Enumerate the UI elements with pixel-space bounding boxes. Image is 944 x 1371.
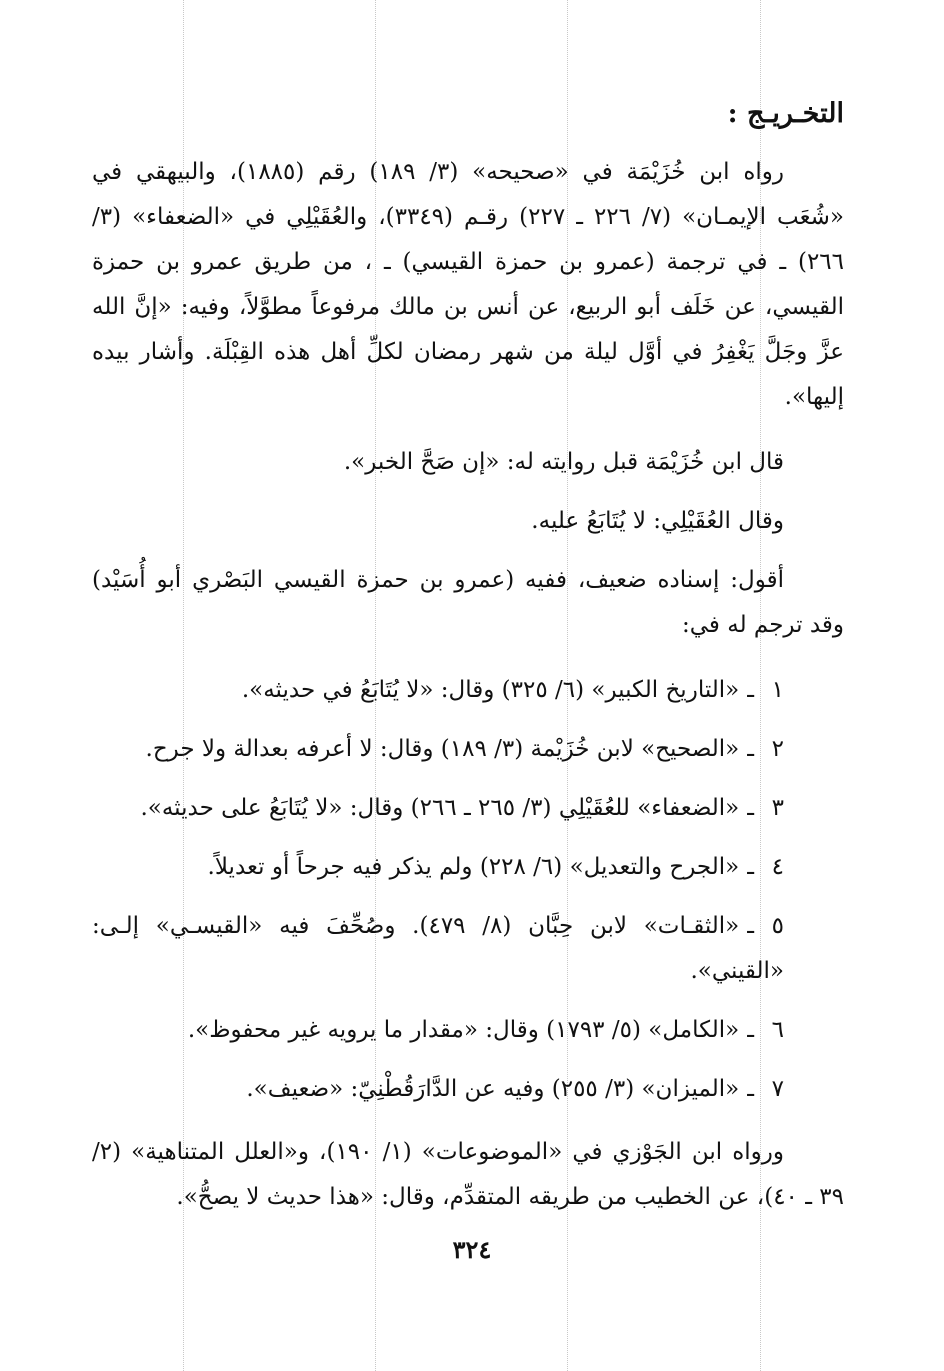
references-list [92,668,844,1112]
list-item-number: ٣ [771,795,784,821]
list-item-dash: ـ [747,1076,754,1102]
list-item-text: «الصحيح» لابن خُزَيْمة (٣/ ١٨٩) وقال: لا أعرفه بعدالة ولا جرح. [145,736,740,762]
list-item-dash: ـ [747,795,754,821]
list-item [92,1008,844,1053]
list-item-dash: ـ [747,913,754,939]
list-item-number: ٥ [771,913,784,939]
section-heading: التخـريـج : [727,98,844,129]
list-item-number: ٢ [771,736,784,762]
paragraph-isnad-assessment: أقول: إسناده ضعيف، ففيه (عمرو بن حمزة القيسي البَصْري أبو أُسَيْد) وقد ترجم له في: [92,567,844,638]
list-item-text: «الضعفاء» للعُقَيْلِي (٣/ ٢٦٥ ـ ٢٦٦) وقال: «لا يُتَابَعُ على حديثه». [140,795,740,821]
paragraph-ibn-khuzayma-note: قال ابن خُزَيْمَة قبل روايته له: «إن صَحَّ الخبر». [343,449,784,475]
list-item [92,845,844,890]
list-item-dash: ـ [747,1017,754,1043]
list-item-number: ٦ [771,1017,784,1043]
list-item-dash: ـ [747,736,754,762]
list-item [92,904,844,994]
paragraph-sources: رواه ابن خُزَيْمَة في «صحيحه» (٣/ ١٨٩) رقم (١٨٨٥)، والبيهقي في «شُعَب الإيمـان» (٧/ ٢٢٦ ـ ٢٢٧) رقـم (٣٣٤٩)، والعُقَيْلِي في «الضعفاء» (٣/ ٢٦٦) ـ في ترجمة (عمرو بن حمزة القيسي) ـ ، من طريق عمرو بن حمزة القيسي، عن خَلَف أبو الربيع، عن أنس بن مالك مرفوعاً مطوَّلاً، وفيه: «إنَّ الله عزَّ وجَلَّ يَغْفِرُ في أوَّل ليلة من شهر رمضان لكلِّ أهل هذه القِبْلَة. وأشار بيده إليها». [92,159,845,410]
list-item-number: ٤ [771,854,784,880]
list-item [92,727,844,772]
list-item-dash: ـ [747,854,754,880]
list-item-text: «الميزان» (٣/ ٢٥٥) وفيه عن الدَّارَقُطْنِيّ: «ضعيف». [246,1076,740,1102]
paragraph-ibn-jawzi: ورواه ابن الجَوْزي في «الموضوعات» (١/ ١٩٠)، و«العلل المتناهية» (٢/ ٣٩ ـ ٤٠)، عن الخطيب من طريقه المتقدِّم، وقال: «هذا حديث لا يصحُّ». [92,1139,844,1210]
list-item [92,1067,844,1112]
list-item [92,786,844,831]
page-body [92,92,844,1240]
list-item-text: «الكامل» (٥/ ١٧٩٣) وقال: «مقدار ما يرويه غير محفوظ». [187,1017,740,1043]
list-item [92,668,844,713]
list-item-dash: ـ [747,677,754,703]
list-item-text: «التاريخ الكبير» (٦/ ٣٢٥) وقال: «لا يُتَابَعُ في حديثه». [241,677,740,703]
paragraph-uqayli-note: وقال العُقَيْلِي: لا يُتَابَعُ عليه. [531,508,784,534]
page-number: ٣٢٤ [452,1235,492,1264]
list-item-number: ١ [771,677,784,703]
list-item-text: «الجرح والتعديل» (٦/ ٢٢٨) ولم يذكر فيه جرحاً أو تعديلاً. [207,854,740,880]
list-item-text: «الثقـات» لابن حِبَّان (٨/ ٤٧٩). وصُحِّفَ فيه «القيسـي» إلـى: «القيني». [92,913,784,984]
list-item-number: ٧ [771,1076,784,1102]
